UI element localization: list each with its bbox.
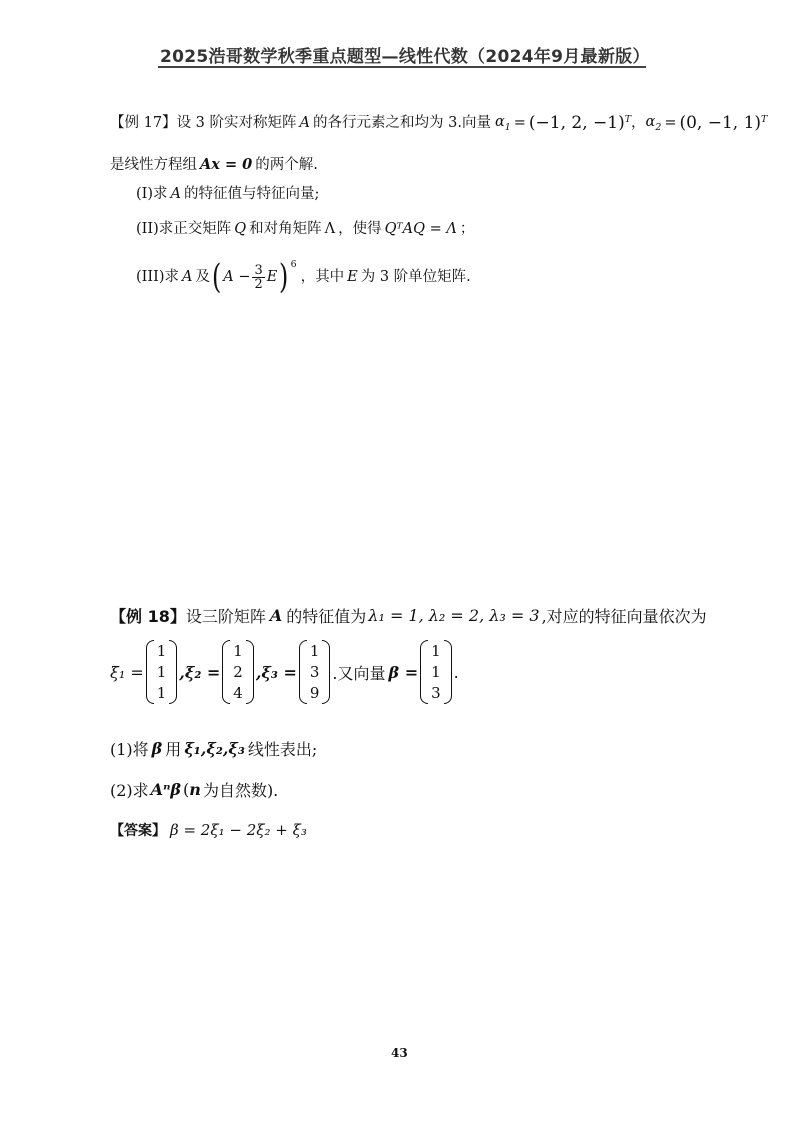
alpha2-symbol: $\alpha_2$ [645, 114, 662, 133]
ex18-line1 [110, 604, 707, 627]
beta-entry: 1 [431, 642, 441, 660]
ex18-q2-n: n [189, 780, 201, 799]
q3-left-paren: ( [211, 257, 222, 297]
ex18-q1-beta: β [151, 739, 163, 758]
ex17-intro2: 的各行元素之和均为 3.向量 [313, 115, 491, 132]
q1-label: (I)求 [136, 186, 168, 202]
beta-label: β = [388, 662, 419, 682]
xi2-entry: 1 [233, 642, 243, 660]
ex17-tag: 【例 17】 [110, 115, 177, 132]
ex18-q1-mid: 用 [165, 740, 182, 759]
xi3-label: ,ξ₃ = [255, 662, 297, 682]
beta-mid: .又向量 [332, 663, 386, 683]
ex18-tag: 【例 18】 [110, 607, 186, 626]
xi1-entry: 1 [156, 684, 167, 702]
ex18-q2-expr: Aⁿβ [150, 780, 182, 799]
q2-matrix-Q: Q [234, 221, 247, 237]
q3-matrix-A: A [182, 268, 193, 285]
ex18-q2-paren: ( [183, 780, 190, 799]
ex18-q1-xis: ξ₁,ξ₂,ξ₃ [184, 739, 245, 758]
xi3-entry: 9 [309, 684, 320, 702]
ex18-intro2: 的特征值为 [286, 607, 367, 626]
ex17-question-3 [136, 257, 471, 297]
q3-frac-den: 2 [254, 276, 263, 292]
q3-A-minus: A − [223, 268, 251, 285]
q2-equation: QᵀAQ = Λ [384, 221, 457, 237]
ex18-question-2 [110, 778, 278, 801]
xi1-vector [146, 640, 178, 704]
alpha2-value: (0, −1, 1) [679, 113, 762, 134]
ex18-q2-end: 为自然数). [202, 781, 279, 800]
header-divider [158, 66, 646, 68]
ex17-line1: 【例 17】 设 3 阶实对称矩阵 A 的各行元素之和均为 3.向量 $\alpha_1$ = (−1, 2, −1) $^T$ ， $\alpha_2$ = (0, −1, 1) $^T$ [110, 113, 768, 134]
xi1-label: ξ₁ = [110, 662, 144, 682]
q2-mid2: ，使得 [338, 221, 382, 237]
beta-entry: 3 [431, 684, 441, 702]
ex18-answer [110, 820, 307, 840]
ex18-q2: (2)求 [110, 781, 149, 800]
xi3-vector [299, 640, 331, 704]
ex18-intro3: ,对应的特征向量依次为 [541, 607, 707, 626]
ex17-line2b: 的两个解. [255, 157, 318, 173]
ex18-question-1 [110, 737, 317, 760]
q3-end2: 为 3 阶单位矩阵. [360, 268, 471, 285]
q3-fraction [252, 264, 264, 291]
xi3-entry: 3 [309, 663, 320, 681]
q2-label: (II)求正交矩阵 [136, 221, 232, 237]
xi2-entry: 2 [233, 663, 243, 681]
page-header-title: 2025浩哥数学秋季重点题型—线性代数（2024年9月最新版） [160, 47, 650, 67]
xi2-entry: 4 [233, 684, 243, 702]
ex18-q1: (1)将 [110, 740, 149, 759]
alpha1-symbol: $\alpha_1$ [494, 114, 511, 133]
ex17-line2 [110, 158, 318, 173]
q3-end: ，其中 [300, 268, 345, 285]
ex17-equation: Ax = 0 [200, 156, 253, 173]
ex17-sep: ， [631, 115, 646, 132]
ex18-q1-end: 线性表出; [247, 740, 318, 759]
q3-frac-num: 3 [254, 262, 263, 278]
q3-power: 6 [290, 259, 297, 270]
beta-vector [420, 640, 452, 704]
ex18-vectors-line [110, 640, 459, 704]
ex17-question-1 [136, 187, 319, 202]
q3-identity-E: E [266, 268, 278, 285]
ex17-matrix-A: A [299, 115, 310, 132]
answer-tag: 【答案】 [110, 823, 166, 839]
q3-label: (III)求 [136, 268, 179, 285]
xi2-vector [222, 640, 254, 704]
ex17-question-2 [136, 222, 474, 237]
page-number: 43 [391, 1046, 408, 1060]
q2-mid: 和对角矩阵 [249, 221, 322, 237]
q2-lambda: Λ [324, 221, 336, 237]
alpha1-value: (−1, 2, −1) [528, 113, 625, 134]
q3-right-paren: ) [279, 257, 289, 297]
ex17-line2a: 是线性方程组 [110, 157, 197, 173]
ex17-intro: 设 3 阶实对称矩阵 [176, 115, 297, 132]
ex18-matrix-A: A [269, 606, 283, 625]
xi3-entry: 1 [309, 642, 320, 660]
beta-entry: 1 [431, 663, 441, 681]
alpha1-transpose: T [624, 114, 632, 125]
ex18-intro: 设三阶矩阵 [185, 607, 266, 626]
xi2-label: ,ξ₂ = [179, 662, 221, 682]
q1-rest: 的特征值与特征向量; [184, 186, 320, 202]
xi1-entry: 1 [156, 663, 167, 681]
q3-E: E [347, 268, 358, 285]
answer-expression: β = 2ξ₁ − 2ξ₂ + ξ₃ [170, 821, 307, 839]
q1-matrix-A: A [170, 186, 182, 202]
alpha2-transpose: T [761, 114, 768, 125]
beta-end: . [453, 662, 459, 682]
ex18-eigenvalues: λ₁ = 1, λ₂ = 2, λ₃ = 3 [368, 606, 540, 625]
xi1-entry: 1 [156, 642, 167, 660]
q3-and: 及 [195, 268, 210, 285]
q2-end: ； [459, 221, 475, 237]
